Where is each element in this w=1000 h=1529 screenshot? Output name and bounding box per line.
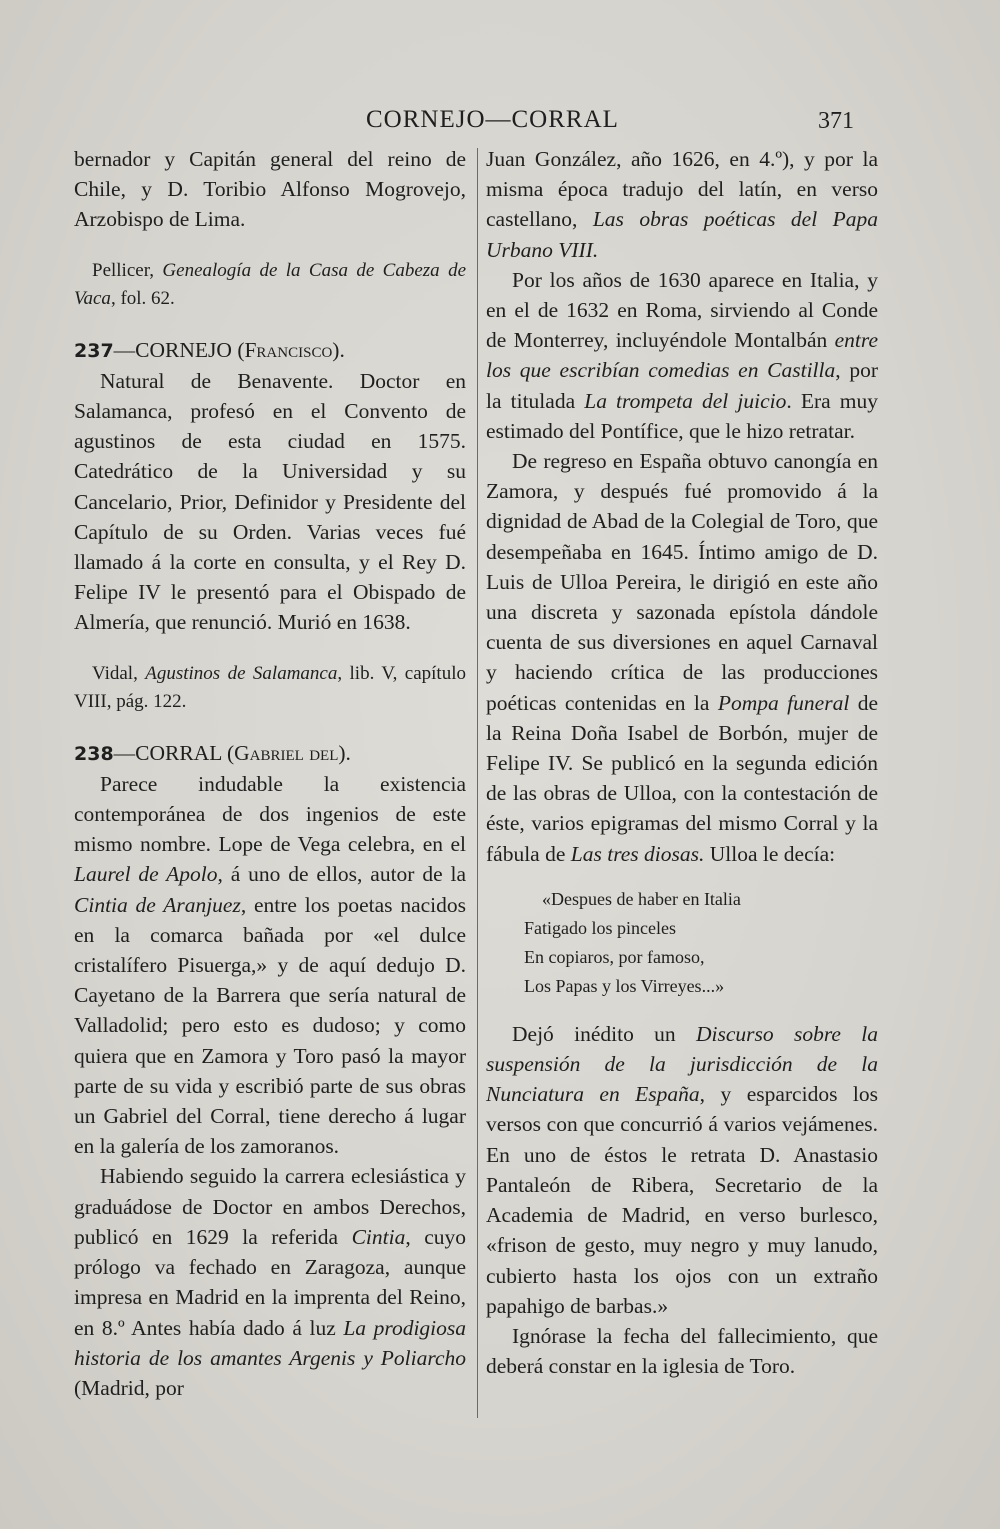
source-citation-1: Pellicer, Genealogía de la Casa de Cabeza de Vaca, fol. 62.: [74, 259, 467, 309]
source-citation-2: Vidal, Agustinos de Salamanca, lib. V, capítulo VIII, pág. 122.: [74, 662, 466, 712]
verse-line: «Despues de haber en Italia: [542, 888, 741, 909]
continued-paragraph: bernador y Capitán general del reino de Chile, y D. Toribio Alfonso Mogrovejo, Arzobispo de Lima.: [74, 147, 466, 232]
left-column: [74, 144, 466, 1403]
verse-line: Los Papas y los Virreyes...»: [524, 975, 725, 996]
right-column: [486, 144, 878, 1381]
right-paragraph-1: Juan González, año 1626, en 4.º), y por la misma época tradujo del latín, en verso castellano, Las obras poéticas del Papa Urbano VIII.: [486, 147, 879, 262]
right-paragraph-4: Dejó inédito un Discurso sobre la suspensión de la jurisdicción de la Nunciatura en España, y esparcidos los versos con que concurrió á varios vejámenes. En uno de éstos le retrata D. Anastasio Pantaleón de Ribera, Secretario de la Academia de Madrid, en verso burlesco, «frison de gesto, muy negro y muy lanudo, cubierto hasta los ojos con un extraño papahigo de barbas.»: [486, 1021, 878, 1318]
page-number: 371: [818, 108, 854, 134]
entry-238-paragraph-1: Parece indudable la existencia contemporánea de dos ingenios de este mismo nombre. Lope de Vega celebra, en el Laurel de Apolo, á uno de ellos, autor de la Cintia de Aranjuez, entre los poetas nacidos en la comarca bañada por «el dulce cristalífero Pisuerga,» y de aquí dedujo D. Cayetano de la Barrera que sería natural de Valladolid; pero esto es dudoso; y como quiera que en Zamora y Toro pasó la mayor parte de su vida y escribió parte de sus obras un Gabriel del Corral, tiene derecho á lugar en la galería de los zamoranos.: [74, 771, 466, 1159]
entry-238-paragraph-2: Habiendo seguido la carrera eclesiástica y graduádose de Doctor en ambos Derechos, publicó en 1629 la referida Cintia, cuyo prólogo va fechado en Zaragoza, aunque impresa en Madrid en la imprenta del Reino, en 8.º Antes había dado á luz La prodigiosa historia de los amantes Argenis y Poliarcho (Madrid, por: [74, 1164, 467, 1400]
verse-line: Fatigado los pinceles: [524, 917, 676, 938]
entry-238-heading: 238—CORRAL (Gabriel del).: [74, 740, 351, 765]
running-header: [0, 102, 1000, 136]
running-title: CORNEJO—CORRAL: [366, 106, 619, 133]
right-paragraph-5: Ignórase la fecha del fallecimiento, que deberá constar en la iglesia de Toro.: [486, 1323, 878, 1379]
entry-237-text: Natural de Benavente. Doctor en Salamanca, profesó en el Convento de agustinos de esta ciudad en 1575. Catedrático de la Universidad y su Cancelario, Prior, Definidor y Presidente del Capítulo de su Orden. Varias veces fué llamado á la corte en consulta, y el Rey D. Felipe IV le presentó para el Obispado de Almería, que renunció. Murió en 1638.: [74, 368, 466, 635]
entry-237-heading: 237—CORNEJO (Francisco).: [74, 337, 345, 362]
column-divider: [477, 148, 478, 1418]
right-paragraph-3: De regreso en España obtuvo canongía en Zamora, y después fué promovido á la dignidad de Abad de la Colegial de Toro, que desempeñaba en 1645. Íntimo amigo de D. Luis de Ulloa Pereira, le dirigió en este año una discreta y sazonada epístola dándole cuenta de sus diversiones en aquel Carnaval y haciendo crítica de las producciones poéticas contenidas en la Pompa funeral de la Reina Doña Isabel de Borbón, mujer de Felipe IV. Se publicó en la segunda edición de las obras de Ulloa, con la contestación de éste, varios epigramas del mismo Corral y la fábula de Las tres diosas. Ulloa le decía:: [486, 449, 879, 866]
verse-quote: [524, 885, 878, 1001]
verse-line: En copiaros, por famoso,: [524, 946, 705, 967]
right-paragraph-2: Por los años de 1630 aparece en Italia, y en el de 1632 en Roma, sirviendo al Conde de Monterrey, incluyéndole Montalbán entre los que escribían comedias en Castilla, por la titulada La trompeta del juicio. Era muy estimado del Pontífice, que le hizo retratar.: [486, 267, 879, 443]
